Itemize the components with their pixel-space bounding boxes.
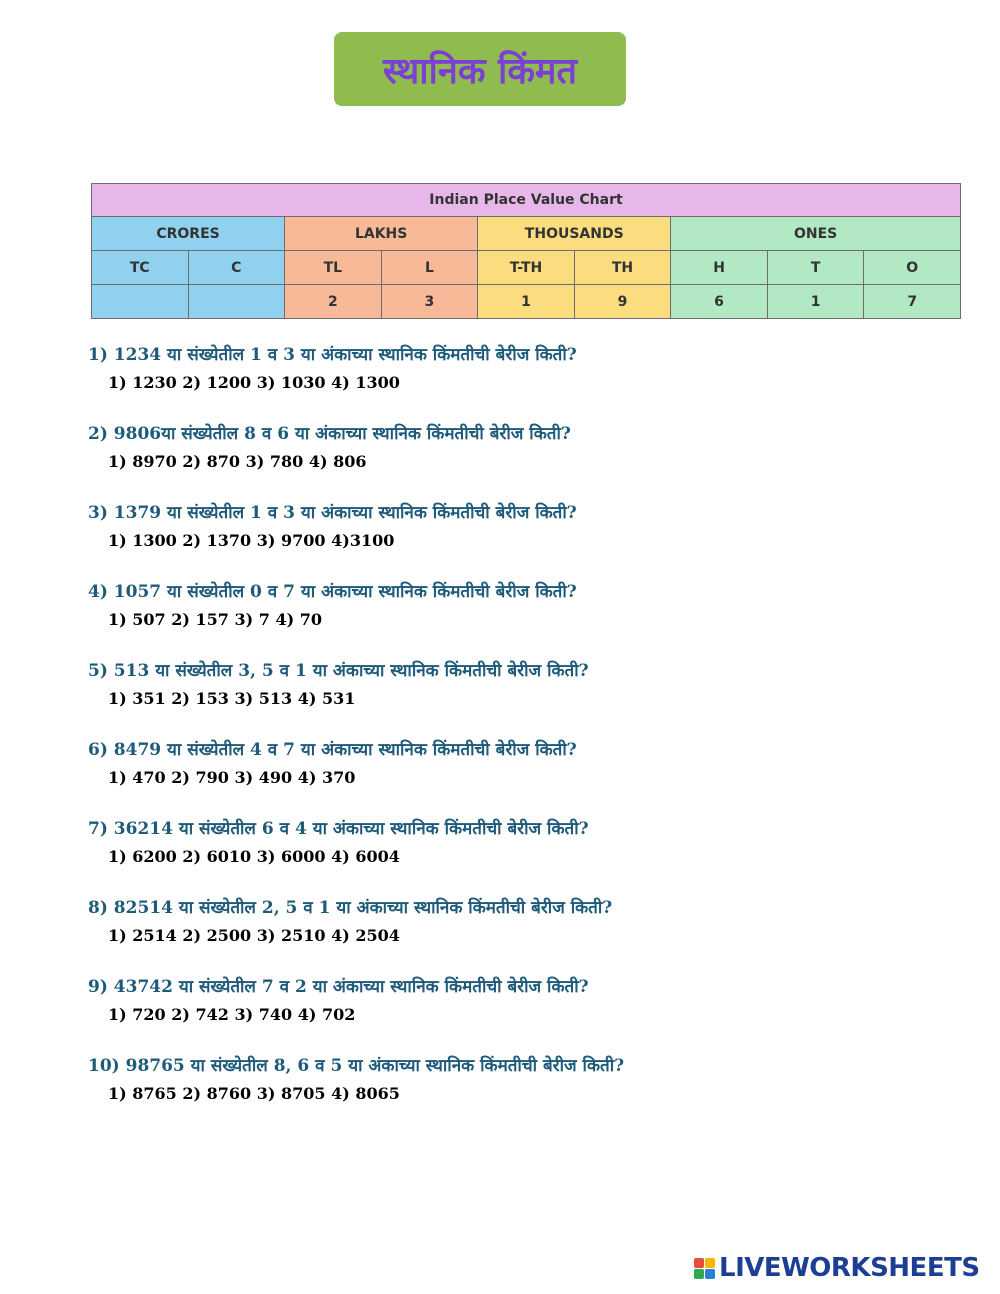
col-l: L: [381, 251, 478, 285]
question-item: [88, 501, 948, 553]
logo-square: [694, 1269, 704, 1279]
col-c: C: [188, 251, 285, 285]
value-tl: 2: [285, 285, 382, 319]
question-text: 8) 82514 या संख्येतील 2, 5 व 1 या अंकाच्या स्थानिक किंमतीची बेरीज किती?: [88, 898, 613, 918]
logo-square: [705, 1258, 715, 1268]
value-tth: 1: [478, 285, 575, 319]
col-tth: T-TH: [478, 251, 575, 285]
question-item: [88, 817, 948, 869]
value-l: 3: [381, 285, 478, 319]
group-lakhs: LAKHS: [285, 217, 478, 251]
logo-icon: [694, 1258, 715, 1279]
question-options: 1) 8765 2) 8760 3) 8705 4) 8065: [108, 1084, 400, 1103]
question-text: 6) 8479 या संख्येतील 4 व 7 या अंकाच्या स्थानिक किंमतीची बेरीज किती?: [88, 740, 577, 760]
question-text: 10) 98765 या संख्येतील 8, 6 व 5 या अंकाच्या स्थानिक किंमतीची बेरीज किती?: [88, 1056, 625, 1076]
chart-title: Indian Place Value Chart: [92, 184, 961, 217]
value-c: [188, 285, 285, 319]
col-tl: TL: [285, 251, 382, 285]
question-item: [88, 422, 948, 474]
question-options: 1) 470 2) 790 3) 490 4) 370: [108, 768, 356, 787]
logo-square: [705, 1269, 715, 1279]
col-o: O: [864, 251, 961, 285]
question-item: [88, 975, 948, 1027]
question-options: 1) 1300 2) 1370 3) 9700 4)3100: [108, 531, 395, 550]
question-text: 2) 9806या संख्येतील 8 व 6 या अंकाच्या स्थानिक किंमतीची बेरीज किती?: [88, 424, 571, 444]
col-tc: TC: [92, 251, 189, 285]
question-options: 1) 1230 2) 1200 3) 1030 4) 1300: [108, 373, 400, 392]
col-th: TH: [574, 251, 671, 285]
question-options: 1) 2514 2) 2500 3) 2510 4) 2504: [108, 926, 400, 945]
value-h: 6: [671, 285, 768, 319]
question-item: [88, 1054, 948, 1106]
question-item: [88, 738, 948, 790]
value-th: 9: [574, 285, 671, 319]
question-text: 5) 513 या संख्येतील 3, 5 व 1 या अंकाच्या स्थानिक किंमतीची बेरीज किती?: [88, 661, 589, 681]
question-list: [88, 343, 948, 1133]
question-options: 1) 507 2) 157 3) 7 4) 70: [108, 610, 322, 629]
group-thousands: THOUSANDS: [478, 217, 671, 251]
logo-text: LIVEWORKSHEETS: [719, 1253, 980, 1283]
liveworksheets-logo: [694, 1250, 980, 1286]
question-text: 4) 1057 या संख्येतील 0 व 7 या अंकाच्या स्थानिक किंमतीची बेरीज किती?: [88, 582, 577, 602]
col-h: H: [671, 251, 768, 285]
group-crores: CRORES: [92, 217, 285, 251]
logo-square: [694, 1258, 704, 1268]
question-item: [88, 580, 948, 632]
question-text: 3) 1379 या संख्येतील 1 व 3 या अंकाच्या स्थानिक किंमतीची बेरीज किती?: [88, 503, 577, 523]
question-item: [88, 659, 948, 711]
question-options: 1) 8970 2) 870 3) 780 4) 806: [108, 452, 367, 471]
place-value-chart: [91, 183, 961, 319]
question-text: 1) 1234 या संख्येतील 1 व 3 या अंकाच्या स्थानिक किंमतीची बेरीज किती?: [88, 345, 577, 365]
question-options: 1) 720 2) 742 3) 740 4) 702: [108, 1005, 356, 1024]
group-ones: ONES: [671, 217, 961, 251]
value-tc: [92, 285, 189, 319]
question-options: 1) 351 2) 153 3) 513 4) 531: [108, 689, 356, 708]
value-t: 1: [767, 285, 864, 319]
question-item: [88, 343, 948, 395]
value-o: 7: [864, 285, 961, 319]
col-t: T: [767, 251, 864, 285]
question-item: [88, 896, 948, 948]
question-options: 1) 6200 2) 6010 3) 6000 4) 6004: [108, 847, 400, 866]
question-text: 7) 36214 या संख्येतील 6 व 4 या अंकाच्या स्थानिक किंमतीची बेरीज किती?: [88, 819, 589, 839]
title-banner: [334, 32, 626, 106]
page-title: स्थानिक किंमत: [382, 50, 578, 92]
question-text: 9) 43742 या संख्येतील 7 व 2 या अंकाच्या स्थानिक किंमतीची बेरीज किती?: [88, 977, 589, 997]
